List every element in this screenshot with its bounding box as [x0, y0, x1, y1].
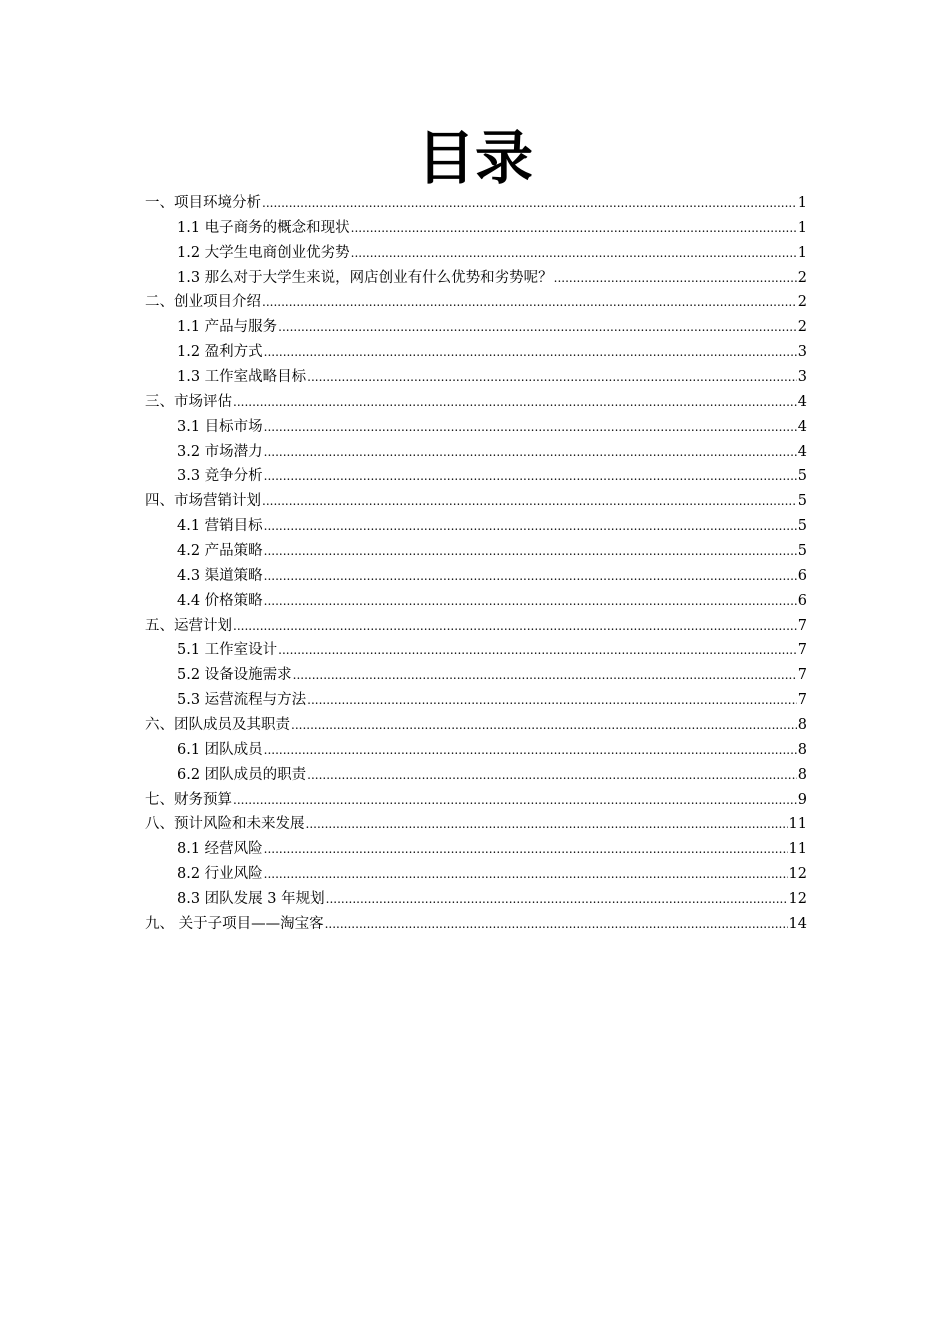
dot-leader	[326, 887, 788, 912]
toc-page-number: 5	[797, 518, 807, 535]
dot-leader	[264, 837, 788, 862]
dot-leader	[264, 464, 797, 489]
dot-leader	[278, 315, 797, 340]
toc-page-number: 4	[797, 418, 807, 435]
dot-leader	[306, 812, 788, 837]
toc-entry-text: 六、团队成员及其职责	[145, 717, 290, 734]
toc-page-number: 5	[797, 493, 807, 510]
toc-page-number: 9	[797, 791, 807, 808]
toc-page-number: 1	[797, 244, 807, 261]
toc-entry[interactable]	[145, 241, 807, 266]
dot-leader	[262, 489, 797, 514]
toc-entry-text: 四、市场营销计划	[145, 493, 261, 510]
toc-entry[interactable]	[145, 489, 807, 514]
toc-entry-text: 1.2 盈利方式	[177, 344, 263, 361]
dot-leader	[351, 241, 797, 266]
toc-entry[interactable]	[145, 464, 807, 489]
toc-entry-text: 1.2 大学生电商创业优劣势	[177, 244, 350, 261]
dot-leader	[264, 539, 797, 564]
toc-entry-text: 5.2 设备设施需求	[177, 667, 292, 684]
toc-entry-text: 五、运营计划	[145, 617, 232, 634]
toc-entry-text: 八、预计风险和未来发展	[145, 816, 305, 833]
toc-entry[interactable]	[145, 415, 807, 440]
dot-leader	[264, 862, 788, 887]
dot-leader	[307, 688, 797, 713]
toc-entry[interactable]	[145, 390, 807, 415]
page-title: 目录	[416, 124, 533, 192]
toc-page-number: 4	[797, 393, 807, 410]
toc-entry-text: 4.4 价格策略	[177, 592, 263, 609]
dot-leader	[233, 788, 797, 813]
toc-page-number: 7	[797, 617, 807, 634]
toc-page-number: 11	[788, 841, 807, 858]
toc-entry-text: 6.1 团队成员	[177, 741, 263, 758]
toc-entry-text: 三、市场评估	[145, 393, 232, 410]
toc-entry[interactable]	[145, 638, 807, 663]
dot-leader	[264, 564, 797, 589]
toc-page-number: 11	[788, 816, 807, 833]
toc-entry-text: 1.1 电子商务的概念和现状	[177, 219, 350, 236]
dot-leader	[307, 365, 797, 390]
dot-leader	[307, 763, 797, 788]
toc-entry[interactable]	[145, 614, 807, 639]
toc-entry[interactable]	[145, 514, 807, 539]
toc-entry[interactable]	[145, 738, 807, 763]
toc-entry-text: 5.1 工作室设计	[177, 642, 278, 659]
toc-entry-text: 1.3 工作室战略目标	[177, 369, 307, 386]
toc-entry-text: 1.1 产品与服务	[177, 319, 278, 336]
toc-page-number: 4	[797, 443, 807, 460]
dot-leader	[264, 514, 797, 539]
toc-entry[interactable]	[145, 713, 807, 738]
toc-page-number: 8	[797, 717, 807, 734]
dot-leader	[264, 340, 797, 365]
table-of-contents	[145, 191, 807, 937]
dot-leader	[264, 738, 797, 763]
toc-entry[interactable]	[145, 290, 807, 315]
toc-entry[interactable]	[145, 663, 807, 688]
dot-leader	[554, 266, 797, 291]
toc-page-number: 6	[797, 567, 807, 584]
toc-page-number: 1	[797, 195, 807, 211]
toc-entry[interactable]	[145, 862, 807, 887]
dot-leader	[262, 290, 797, 315]
dot-leader	[293, 663, 797, 688]
toc-entry[interactable]	[145, 887, 807, 912]
toc-entry-text: 4.3 渠道策略	[177, 567, 263, 584]
dot-leader	[278, 638, 797, 663]
toc-entry[interactable]	[145, 266, 807, 291]
toc-entry-text: 3.1 目标市场	[177, 418, 263, 435]
toc-entry[interactable]	[145, 539, 807, 564]
toc-entry-text: 3.2 市场潜力	[177, 443, 263, 460]
dot-leader	[351, 216, 797, 241]
toc-entry[interactable]	[145, 191, 807, 216]
toc-entry[interactable]	[145, 688, 807, 713]
toc-entry[interactable]	[145, 589, 807, 614]
dot-leader	[233, 614, 797, 639]
toc-page-number: 2	[797, 269, 807, 286]
toc-page-number: 8	[797, 741, 807, 758]
toc-page-number: 2	[797, 294, 807, 311]
toc-page-number: 12	[788, 866, 807, 883]
toc-entry[interactable]	[145, 763, 807, 788]
toc-entry[interactable]	[145, 340, 807, 365]
toc-entry-text: 8.3 团队发展 3 年规划	[177, 891, 325, 908]
toc-entry-text: 3.3 竞争分析	[177, 468, 263, 485]
toc-page-number: 14	[788, 915, 807, 932]
dot-leader	[262, 191, 797, 216]
toc-page-number: 1	[797, 219, 807, 236]
toc-page-number: 7	[797, 692, 807, 709]
toc-entry[interactable]	[145, 837, 807, 862]
dot-leader	[264, 440, 797, 465]
toc-entry[interactable]	[145, 812, 807, 837]
toc-entry[interactable]	[145, 315, 807, 340]
toc-page-number: 3	[797, 369, 807, 386]
toc-page-number: 12	[788, 891, 807, 908]
dot-leader	[325, 912, 788, 937]
toc-entry-text: 8.2 行业风险	[177, 866, 263, 883]
toc-entry-text: 4.1 营销目标	[177, 518, 263, 535]
toc-entry-text: 6.2 团队成员的职责	[177, 766, 307, 783]
toc-entry[interactable]	[145, 564, 807, 589]
toc-entry-text: 5.3 运营流程与方法	[177, 692, 307, 709]
toc-entry-text: 8.1 经营风险	[177, 841, 263, 858]
toc-page-number: 6	[797, 592, 807, 609]
toc-entry-text: 九、 关于子项目——淘宝客	[145, 915, 324, 932]
toc-entry[interactable]	[145, 365, 807, 390]
toc-page-number: 3	[797, 344, 807, 361]
toc-entry-text: 一、项目环境分析	[145, 195, 261, 211]
toc-entry-text: 二、创业项目介绍	[145, 294, 261, 311]
toc-entry[interactable]	[145, 912, 807, 937]
dot-leader	[291, 713, 797, 738]
toc-page-number: 2	[797, 319, 807, 336]
toc-page-number: 5	[797, 543, 807, 560]
toc-entry[interactable]	[145, 788, 807, 813]
toc-entry[interactable]	[145, 216, 807, 241]
dot-leader	[264, 415, 797, 440]
toc-entry-text: 七、财务预算	[145, 791, 232, 808]
dot-leader	[233, 390, 797, 415]
dot-leader	[264, 589, 797, 614]
toc-entry[interactable]	[145, 440, 807, 465]
toc-entry-text: 4.2 产品策略	[177, 543, 263, 560]
toc-page-number: 8	[797, 766, 807, 783]
toc-page-number: 5	[797, 468, 807, 485]
toc-entry-text: 1.3 那么对于大学生来说，网店创业有什么优势和劣势呢？	[177, 269, 553, 286]
toc-page-number: 7	[797, 667, 807, 684]
toc-page-number: 7	[797, 642, 807, 659]
